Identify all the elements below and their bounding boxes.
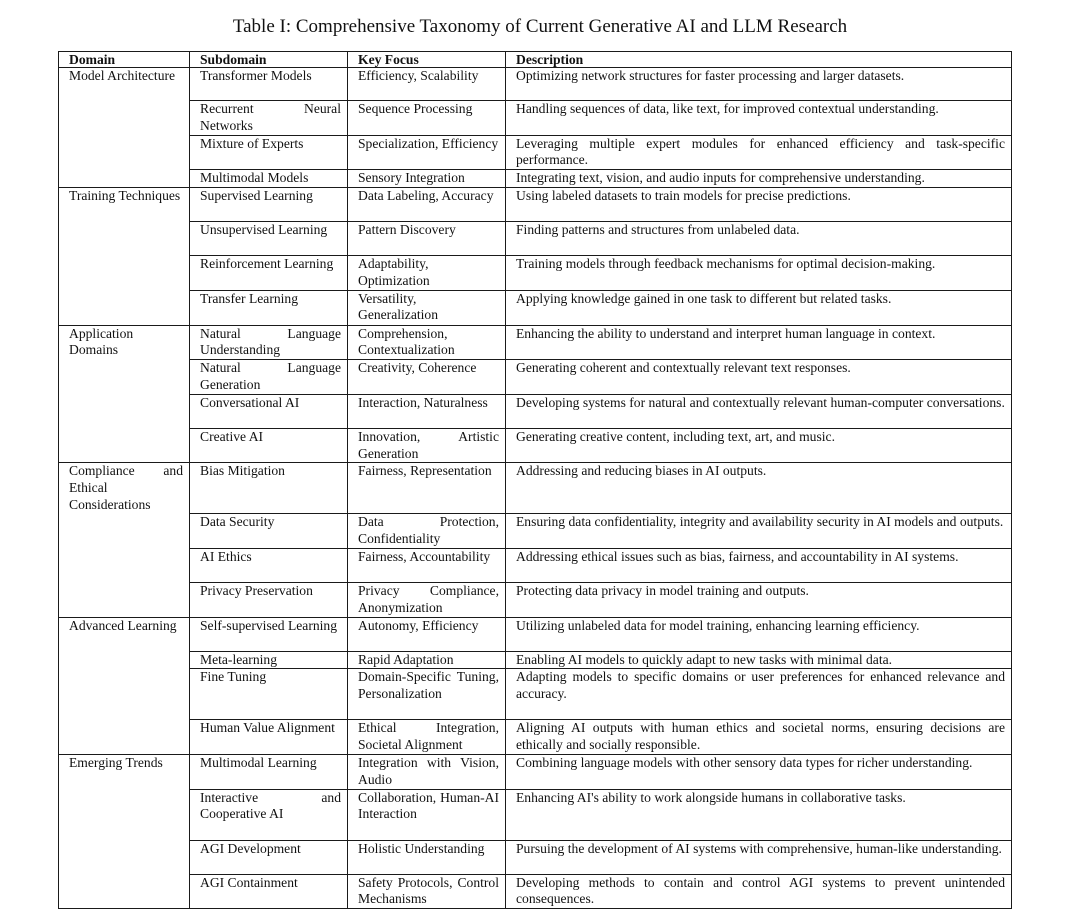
key-focus-cell: Creativity, Coherence — [348, 360, 506, 395]
description-cell: Generating coherent and contextually relevant text responses. — [506, 360, 1012, 395]
subdomain-cell: Conversational AI — [190, 394, 348, 428]
domain-cell: Application Domains — [59, 325, 190, 463]
subdomain-cell: Fine Tuning — [190, 669, 348, 720]
description-cell: Developing methods to contain and control AGI systems to prevent unintended consequences. — [506, 874, 1012, 909]
key-focus-cell: Innovation, Artistic Generation — [348, 428, 506, 463]
subdomain-cell: Natural Language Generation — [190, 360, 348, 395]
key-focus-cell: Privacy Compliance, Anonymization — [348, 582, 506, 617]
table-row — [59, 135, 1012, 170]
table-caption: Table I: Comprehensive Taxonomy of Current Generative AI and LLM Research — [232, 16, 848, 37]
table-row — [59, 221, 1012, 255]
key-focus-cell: Data Labeling, Accuracy — [348, 187, 506, 221]
subdomain-cell: Self-supervised Learning — [190, 617, 348, 651]
key-focus-cell: Ethical Integration, Societal Alignment — [348, 720, 506, 755]
key-focus-cell: Rapid Adaptation — [348, 651, 506, 669]
header-subdomain: Subdomain — [190, 52, 348, 68]
header-domain: Domain — [59, 52, 190, 68]
subdomain-cell: Interactive and Cooperative AI — [190, 789, 348, 840]
key-focus-cell: Domain-Specific Tuning, Personalization — [348, 669, 506, 720]
domain-cell: Training Techniques — [59, 187, 190, 325]
subdomain-cell: AGI Containment — [190, 874, 348, 909]
table-row — [59, 617, 1012, 651]
key-focus-cell: Safety Protocols, Control Mechanisms — [348, 874, 506, 909]
subdomain-cell: Multimodal Learning — [190, 754, 348, 789]
table-row — [59, 463, 1012, 514]
table-row — [59, 514, 1012, 549]
subdomain-cell: Bias Mitigation — [190, 463, 348, 514]
key-focus-cell: Holistic Understanding — [348, 840, 506, 874]
subdomain-cell: Supervised Learning — [190, 187, 348, 221]
description-cell: Aligning AI outputs with human ethics and societal norms, ensuring decisions are ethically and socially responsible. — [506, 720, 1012, 755]
table-row — [59, 187, 1012, 221]
key-focus-cell: Interaction, Naturalness — [348, 394, 506, 428]
subdomain-cell: Privacy Preservation — [190, 582, 348, 617]
description-cell: Adapting models to specific domains or user preferences for enhanced relevance and accuracy. — [506, 669, 1012, 720]
description-cell: Leveraging multiple expert modules for enhanced efficiency and task-specific performance. — [506, 135, 1012, 170]
key-focus-cell: Sensory Integration — [348, 170, 506, 188]
key-focus-cell: Fairness, Representation — [348, 463, 506, 514]
header-description: Description — [506, 52, 1012, 68]
key-focus-cell: Efficiency, Scalability — [348, 68, 506, 101]
key-focus-cell: Data Protection, Confidentiality — [348, 514, 506, 549]
description-cell: Applying knowledge gained in one task to different but related tasks. — [506, 290, 1012, 325]
domain-cell: Compliance and Ethical Considerations — [59, 463, 190, 617]
table-row — [59, 754, 1012, 789]
table-row — [59, 360, 1012, 395]
domain-cell: Advanced Learning — [59, 617, 190, 754]
domain-cell: Emerging Trends — [59, 754, 190, 908]
key-focus-cell: Comprehension, Contextualization — [348, 325, 506, 360]
description-cell: Enhancing AI's ability to work alongside humans in collaborative tasks. — [506, 789, 1012, 840]
key-focus-cell: Sequence Processing — [348, 101, 506, 136]
key-focus-cell: Specialization, Efficiency — [348, 135, 506, 170]
subdomain-cell: Transformer Models — [190, 68, 348, 101]
description-cell: Handling sequences of data, like text, for improved contextual understanding. — [506, 101, 1012, 136]
table-row — [59, 68, 1012, 101]
key-focus-cell: Pattern Discovery — [348, 221, 506, 255]
table-row — [59, 582, 1012, 617]
subdomain-cell: Reinforcement Learning — [190, 255, 348, 290]
subdomain-cell: Creative AI — [190, 428, 348, 463]
description-cell: Finding patterns and structures from unlabeled data. — [506, 221, 1012, 255]
table-body — [59, 68, 1012, 909]
description-cell: Using labeled datasets to train models for precise predictions. — [506, 187, 1012, 221]
description-cell: Enhancing the ability to understand and interpret human language in context. — [506, 325, 1012, 360]
subdomain-cell: Unsupervised Learning — [190, 221, 348, 255]
table-row — [59, 428, 1012, 463]
subdomain-cell: Multimodal Models — [190, 170, 348, 188]
table-row — [59, 255, 1012, 290]
table-row — [59, 874, 1012, 909]
table-row — [59, 720, 1012, 755]
description-cell: Generating creative content, including text, art, and music. — [506, 428, 1012, 463]
subdomain-cell: AI Ethics — [190, 548, 348, 582]
description-cell: Optimizing network structures for faster processing and larger datasets. — [506, 68, 1012, 101]
key-focus-cell: Collaboration, Human-AI Interaction — [348, 789, 506, 840]
description-cell: Training models through feedback mechanisms for optimal decision-making. — [506, 255, 1012, 290]
table-row — [59, 548, 1012, 582]
description-cell: Utilizing unlabeled data for model training, enhancing learning efficiency. — [506, 617, 1012, 651]
description-cell: Protecting data privacy in model training and outputs. — [506, 582, 1012, 617]
subdomain-cell: Recurrent Neural Networks — [190, 101, 348, 136]
table-row — [59, 394, 1012, 428]
subdomain-cell: Mixture of Experts — [190, 135, 348, 170]
description-cell: Addressing ethical issues such as bias, fairness, and accountability in AI systems. — [506, 548, 1012, 582]
table-row — [59, 170, 1012, 188]
table-row — [59, 789, 1012, 840]
domain-cell: Model Architecture — [59, 68, 190, 188]
taxonomy-table — [58, 51, 1012, 909]
key-focus-cell: Adaptability, Optimization — [348, 255, 506, 290]
table-row — [59, 669, 1012, 720]
description-cell: Addressing and reducing biases in AI outputs. — [506, 463, 1012, 514]
subdomain-cell: AGI Development — [190, 840, 348, 874]
description-cell: Integrating text, vision, and audio inputs for comprehensive understanding. — [506, 170, 1012, 188]
table-row — [59, 840, 1012, 874]
key-focus-cell: Fairness, Accountability — [348, 548, 506, 582]
subdomain-cell: Transfer Learning — [190, 290, 348, 325]
description-cell: Pursuing the development of AI systems with comprehensive, human-like understanding. — [506, 840, 1012, 874]
key-focus-cell: Integration with Vision, Audio — [348, 754, 506, 789]
subdomain-cell: Meta-learning — [190, 651, 348, 669]
table-row — [59, 101, 1012, 136]
key-focus-cell: Versatility, Generalization — [348, 290, 506, 325]
header-key-focus: Key Focus — [348, 52, 506, 68]
subdomain-cell: Human Value Alignment — [190, 720, 348, 755]
table-row — [59, 651, 1012, 669]
header-row — [59, 52, 1012, 68]
table-header — [59, 52, 1012, 68]
key-focus-cell: Autonomy, Efficiency — [348, 617, 506, 651]
table-row — [59, 290, 1012, 325]
table-row — [59, 325, 1012, 360]
subdomain-cell: Natural Language Understanding — [190, 325, 348, 360]
description-cell: Ensuring data confidentiality, integrity and availability security in AI models and outputs. — [506, 514, 1012, 549]
description-cell: Developing systems for natural and contextually relevant human-computer conversations. — [506, 394, 1012, 428]
description-cell: Enabling AI models to quickly adapt to new tasks with minimal data. — [506, 651, 1012, 669]
description-cell: Combining language models with other sensory data types for richer understanding. — [506, 754, 1012, 789]
subdomain-cell: Data Security — [190, 514, 348, 549]
